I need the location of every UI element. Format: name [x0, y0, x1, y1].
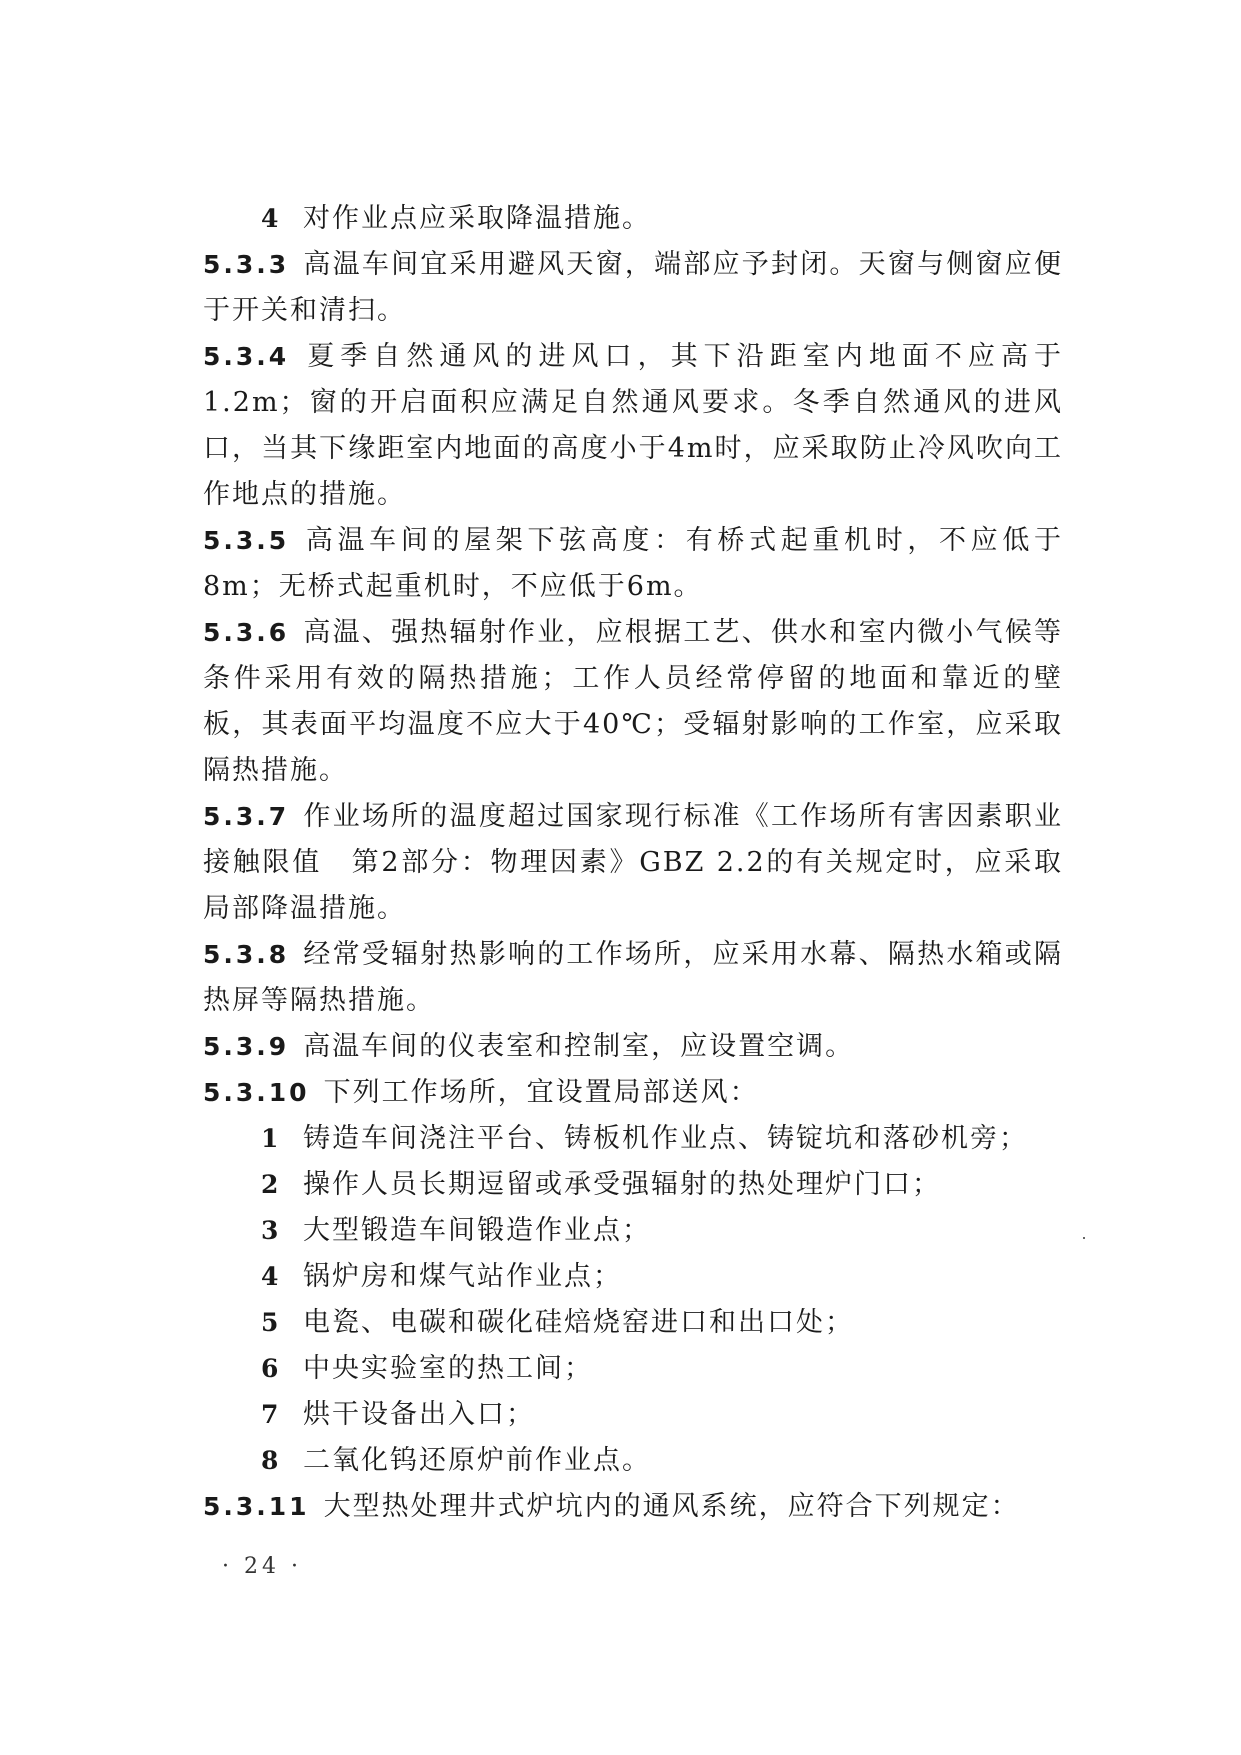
list-item	[203, 1116, 1063, 1162]
clause-5-3-11	[203, 1484, 1063, 1530]
page-number: · 24 ·	[222, 1554, 302, 1579]
item-text: 大型锻造车间锻造作业点；	[303, 1215, 651, 1246]
clause-text: 高温车间宜采用避风天窗，端部应予封闭。天窗与侧窗应便于开关和清扫。	[203, 249, 1063, 326]
list-item	[203, 1346, 1063, 1392]
clause-number: 5.3.4	[203, 342, 290, 371]
item-text: 锅炉房和煤气站作业点；	[303, 1261, 622, 1292]
clause-text: 高温车间的仪表室和控制室，应设置空调。	[303, 1031, 855, 1062]
clause-text: 高温车间的屋架下弦高度：有桥式起重机时，不应低于8m；无桥式起重机时，不应低于6m。	[203, 525, 1063, 602]
item-number: 4	[261, 1262, 281, 1291]
list-item	[203, 1300, 1063, 1346]
clause-number: 5.3.6	[203, 618, 290, 647]
item-text: 中央实验室的热工间；	[303, 1353, 593, 1384]
item-number: 6	[261, 1354, 281, 1383]
item-text: 对作业点应采取降温措施。	[303, 203, 651, 234]
item-number: 5	[261, 1308, 281, 1337]
item-text: 铸造车间浇注平台、铸板机作业点、铸锭坑和落砂机旁；	[303, 1123, 1028, 1154]
list-item	[203, 1162, 1063, 1208]
clause-number: 5.3.10	[203, 1078, 310, 1107]
item-number: 3	[261, 1216, 281, 1245]
clause-text: 高温、强热辐射作业，应根据工艺、供水和室内微小气候等条件采用有效的隔热措施；工作人员经常停留的地面和靠近的壁板，其表面平均温度不应大于40℃；受辐射影响的工作室，应采取隔热措施。	[203, 617, 1063, 786]
clause-5-3-9	[203, 1024, 1063, 1070]
clause-5-3-3	[203, 242, 1063, 334]
list-item	[203, 1392, 1063, 1438]
clause-5-3-8	[203, 932, 1063, 1024]
clause-5-3-7	[203, 794, 1063, 932]
clause-number: 5.3.3	[203, 250, 290, 279]
list-item	[203, 1438, 1063, 1484]
clause-5-3-10	[203, 1070, 1063, 1116]
clause-text: 夏季自然通风的进风口，其下沿距室内地面不应高于1.2m；窗的开启面积应满足自然通风要求。冬季自然通风的进风口，当其下缘距室内地面的高度小于4m时，应采取防止冷风吹向工作地点的措施。	[203, 341, 1063, 510]
item-number: 4	[261, 204, 281, 233]
item-number: 7	[261, 1400, 281, 1429]
clause-5-3-6	[203, 610, 1063, 794]
page-content	[203, 196, 1063, 1530]
clause-number: 5.3.5	[203, 526, 290, 555]
item-text: 烘干设备出入口；	[303, 1399, 535, 1430]
clause-text: 作业场所的温度超过国家现行标准《工作场所有害因素职业接触限值 第2部分：物理因素》GBZ 2.2的有关规定时，应采取局部降温措施。	[203, 801, 1063, 924]
item-number: 8	[261, 1446, 281, 1475]
clause-5-3-4	[203, 334, 1063, 518]
scan-speck	[1083, 1237, 1085, 1239]
list-item	[203, 196, 1063, 242]
clause-text: 大型热处理井式炉坑内的通风系统，应符合下列规定：	[323, 1491, 1020, 1522]
clause-number: 5.3.7	[203, 802, 290, 831]
clause-5-3-5	[203, 518, 1063, 610]
item-text: 二氧化钨还原炉前作业点。	[303, 1445, 651, 1476]
clause-text: 经常受辐射热影响的工作场所，应采用水幕、隔热水箱或隔热屏等隔热措施。	[203, 939, 1063, 1016]
item-number: 2	[261, 1170, 281, 1199]
clause-number: 5.3.8	[203, 940, 290, 969]
clause-number: 5.3.9	[203, 1032, 290, 1061]
clause-text: 下列工作场所，宜设置局部送风：	[323, 1077, 759, 1108]
item-number: 1	[261, 1124, 281, 1153]
list-item	[203, 1254, 1063, 1300]
clause-number: 5.3.11	[203, 1492, 310, 1521]
item-text: 电瓷、电碳和碳化硅焙烧窑进口和出口处；	[303, 1307, 854, 1338]
list-item	[203, 1208, 1063, 1254]
item-text: 操作人员长期逗留或承受强辐射的热处理炉门口；	[303, 1169, 941, 1200]
